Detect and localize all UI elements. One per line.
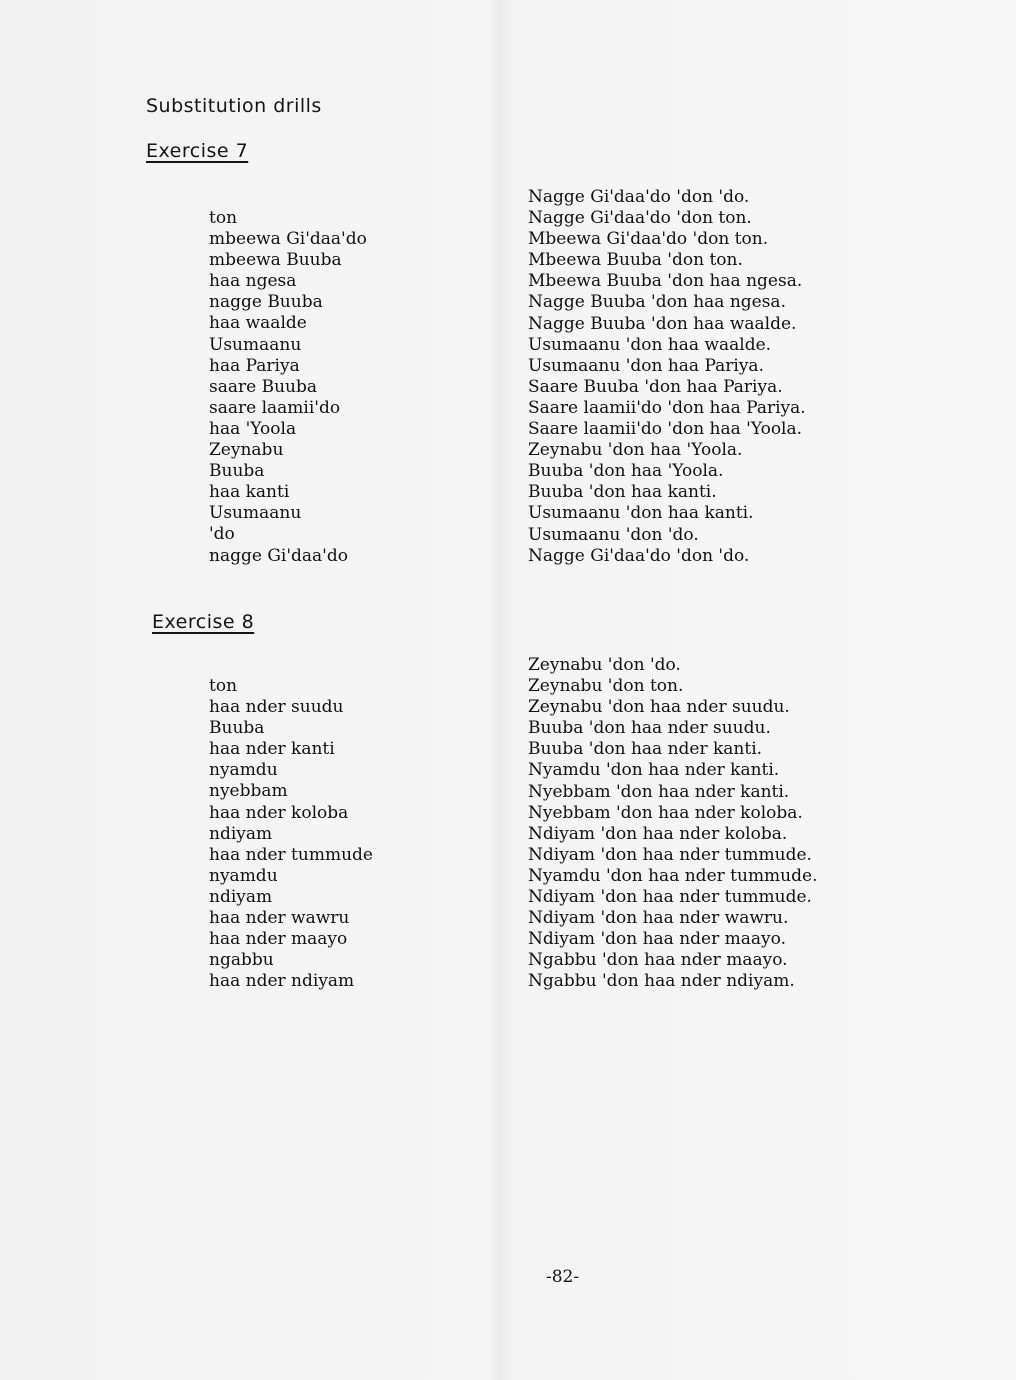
section-title: Substitution drills <box>146 95 322 117</box>
cue-item: mbeewa Buuba <box>209 250 342 271</box>
response-item: Ndiyam 'don haa nder wawru. <box>528 908 789 929</box>
cue-item: Buuba <box>209 718 265 739</box>
response-item: Zeynabu 'don haa 'Yoola. <box>528 440 743 461</box>
cue-item: nyamdu <box>209 865 278 886</box>
response-item: Ndiyam 'don haa nder koloba. <box>528 823 788 844</box>
cue-item: nagge Buuba <box>209 292 323 313</box>
cue-item: haa waalde <box>209 313 307 334</box>
cue-item: saare laamii'do <box>209 397 341 418</box>
exercise-8-cue-list <box>209 676 373 992</box>
response-item: Usumaanu 'don haa Pariya. <box>528 355 764 376</box>
response-item: Ndiyam 'don haa nder maayo. <box>528 929 786 950</box>
cue-item: Usumaanu <box>209 334 302 355</box>
cue-item: ngabbu <box>209 950 274 971</box>
exercise-7-cue-list <box>209 208 367 567</box>
response-item: Mbeewa Buuba 'don haa ngesa. <box>528 271 803 292</box>
cue-item: saare Buuba <box>209 376 317 397</box>
cue-item: haa nder wawru <box>209 908 350 929</box>
response-item: Mbeewa Gi'daa'do 'don ton. <box>528 229 769 250</box>
response-item: Mbeewa Buuba 'don ton. <box>528 250 743 271</box>
response-item: Nyamdu 'don haa nder tummude. <box>528 865 818 886</box>
cue-item: Zeynabu <box>209 440 284 461</box>
cue-item: haa 'Yoola <box>209 418 297 439</box>
cue-item: ndiyam <box>209 823 273 844</box>
cue-item: haa nder suudu <box>209 697 344 718</box>
response-item: Nagge Buuba 'don haa ngesa. <box>528 292 786 313</box>
response-item: Ndiyam 'don haa nder tummude. <box>528 887 812 908</box>
cue-item: nagge Gi'daa'do <box>209 545 348 566</box>
exercise-7-title: Exercise 7 <box>146 140 249 162</box>
response-item: Nyamdu 'don haa nder kanti. <box>528 760 780 781</box>
cue-item: haa ngesa <box>209 271 297 292</box>
response-item: Ngabbu 'don haa nder maayo. <box>528 950 788 971</box>
cue-item: nyebbam <box>209 781 288 802</box>
cue-item: haa Pariya <box>209 355 300 376</box>
exercise-8-response-list <box>528 655 817 993</box>
exercise-8-title: Exercise 8 <box>152 611 255 633</box>
response-item: Buuba 'don haa kanti. <box>528 482 717 503</box>
cue-item: haa nder kanti <box>209 739 335 760</box>
cue-item: haa nder tummude <box>209 844 373 865</box>
cue-item: haa kanti <box>209 482 290 503</box>
response-item: Nyebbam 'don haa nder kanti. <box>528 781 790 802</box>
response-item: Zeynabu 'don haa nder suudu. <box>528 697 790 718</box>
cue-item: haa nder koloba <box>209 802 349 823</box>
response-item: Ndiyam 'don haa nder tummude. <box>528 844 812 865</box>
response-item: Nagge Gi'daa'do 'don ton. <box>528 208 752 229</box>
response-item: Saare Buuba 'don haa Pariya. <box>528 376 783 397</box>
response-item: Saare laamii'do 'don haa Pariya. <box>528 397 806 418</box>
cue-item: haa nder maayo <box>209 929 348 950</box>
cue-item: haa nder ndiyam <box>209 971 355 992</box>
cue-item: ton <box>209 208 238 228</box>
cue-item: 'do <box>209 524 235 545</box>
response-item: Nagge Buuba 'don haa waalde. <box>528 313 797 334</box>
response-item: Buuba 'don haa nder suudu. <box>528 718 771 739</box>
response-item: Usumaanu 'don 'do. <box>528 524 699 545</box>
response-item: Nyebbam 'don haa nder koloba. <box>528 802 803 823</box>
response-item: Nagge Gi'daa'do 'don 'do. <box>528 187 750 207</box>
response-item: Zeynabu 'don ton. <box>528 676 684 697</box>
page-number: -82- <box>546 1267 580 1287</box>
cue-item: Usumaanu <box>209 503 302 524</box>
exercise-7-response-list <box>528 187 806 567</box>
response-item: Ngabbu 'don haa nder ndiyam. <box>528 971 795 992</box>
cue-item: nyamdu <box>209 760 278 781</box>
response-item: Buuba 'don haa 'Yoola. <box>528 461 724 482</box>
cue-item: mbeewa Gi'daa'do <box>209 229 367 250</box>
cue-item: Buuba <box>209 461 265 482</box>
cue-item: ton <box>209 676 238 696</box>
response-item: Usumaanu 'don haa waalde. <box>528 334 772 355</box>
response-item: Saare laamii'do 'don haa 'Yoola. <box>528 419 803 440</box>
response-item: Zeynabu 'don 'do. <box>528 655 681 675</box>
response-item: Buuba 'don haa nder kanti. <box>528 739 763 760</box>
response-item: Usumaanu 'don haa kanti. <box>528 503 754 524</box>
response-item: Nagge Gi'daa'do 'don 'do. <box>528 545 750 566</box>
cue-item: ndiyam <box>209 886 273 907</box>
